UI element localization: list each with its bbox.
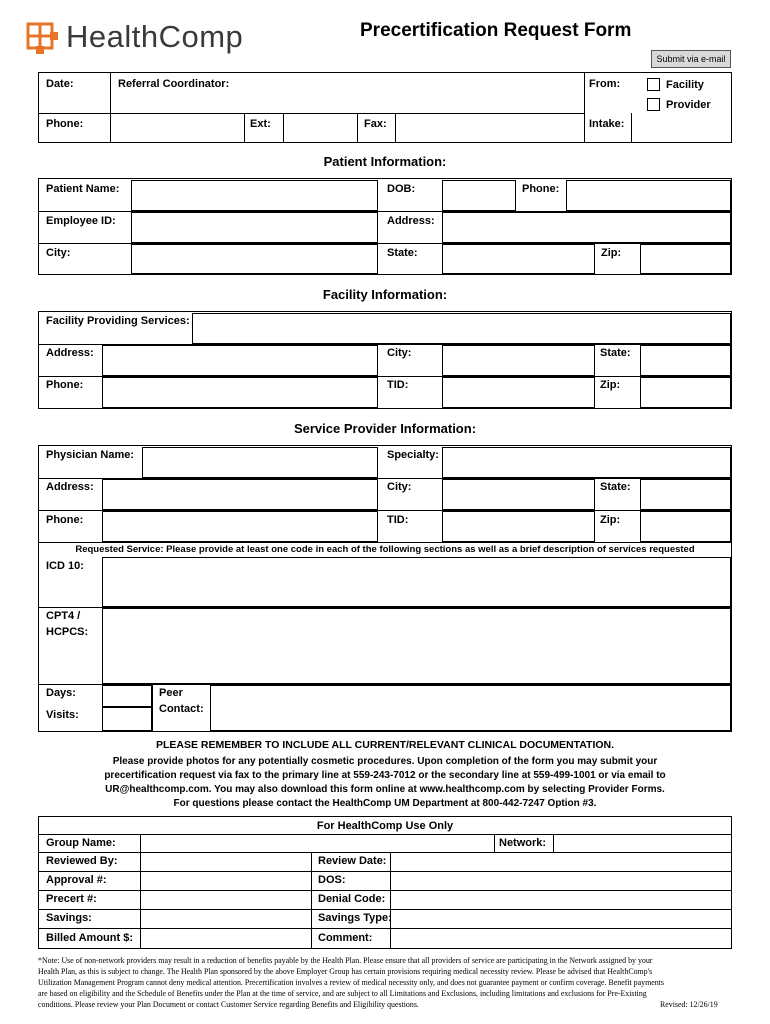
instructions-line4: For questions please contact the HealthComp UM Department at 800-442-7247 Option #3. <box>173 798 597 809</box>
requested-service-instructions: Requested Service: Please provide at least one code in each of the following sections as well as a brief description of services requested <box>75 544 695 555</box>
phone-field[interactable] <box>112 115 242 141</box>
fax-label: Fax: <box>364 118 387 130</box>
facility-info-title: Facility Information: <box>322 287 448 302</box>
footnote-line2: Health Plan, as this is subject to change. The Health Plan sponsored by the above Employer Group has certain provisions requiring medical necessity review. Please be advised that HealthComp's <box>38 967 653 976</box>
facility-option-label: Facility <box>666 79 704 91</box>
dos-label: DOS: <box>318 874 346 886</box>
savings-type-label: Savings Type: <box>318 912 392 924</box>
healthcomp-logo-icon <box>26 22 60 56</box>
employee-id-label: Employee ID: <box>46 215 116 227</box>
dob-label: DOB: <box>387 183 416 195</box>
logo <box>26 19 286 58</box>
employee-id-field[interactable] <box>131 212 378 243</box>
facility-phone-label: Phone: <box>46 379 84 391</box>
logo-wordmark: HealthComp <box>66 19 244 54</box>
referral-coordinator-label: Referral Coordinator: <box>118 78 230 90</box>
patient-phone-label: Phone: <box>522 183 560 195</box>
peer-label-line1: Peer <box>159 687 183 699</box>
provider-city-label: City: <box>387 481 412 493</box>
footnote-line4: are based on eligibility and the Schedule of Benefits under the Plan at the time of service, and are subject to all Limitations and Exclusions, including limitations and exclusions for Pre-Existing <box>38 989 647 998</box>
phone-label: Phone: <box>46 118 84 130</box>
physician-name-field[interactable] <box>142 447 378 478</box>
cpt-hcpcs-field[interactable] <box>102 608 731 684</box>
provider-state-field[interactable] <box>640 479 731 510</box>
review-date-label: Review Date: <box>318 855 387 867</box>
facility-tid-label: TID: <box>387 379 409 391</box>
provider-address-label: Address: <box>46 481 94 493</box>
patient-state-field[interactable] <box>442 244 595 274</box>
cpt-label-line2: HCPCS: <box>46 626 89 638</box>
patient-state-label: State: <box>387 247 418 259</box>
provider-phone-field[interactable] <box>102 511 378 542</box>
facility-tid-field[interactable] <box>442 377 595 408</box>
facility-checkbox[interactable] <box>647 78 660 91</box>
from-label: From: <box>589 78 621 90</box>
instructions-line1: Please provide photos for any potentially cosmetic procedures. Upon completion of the form you may submit your <box>112 756 658 767</box>
patient-name-label: Patient Name: <box>46 183 120 195</box>
billed-amount-label: Billed Amount $: <box>46 932 133 944</box>
facility-phone-field[interactable] <box>102 377 378 408</box>
provider-zip-label: Zip: <box>600 514 621 526</box>
patient-phone-field[interactable] <box>566 180 731 211</box>
facility-providing-label: Facility Providing Services: <box>46 315 190 327</box>
intake-label: Intake: <box>589 118 625 130</box>
facility-zip-field[interactable] <box>640 377 731 408</box>
patient-city-label: City: <box>46 247 71 259</box>
facility-city-label: City: <box>387 347 412 359</box>
network-label: Network: <box>499 837 547 849</box>
peer-label-line2: Contact: <box>159 703 204 715</box>
facility-address-field[interactable] <box>102 345 378 376</box>
facility-zip-label: Zip: <box>600 379 621 391</box>
savings-label: Savings: <box>46 912 92 924</box>
submit-email-button[interactable]: Submit via e-mail <box>651 50 731 68</box>
dob-field[interactable] <box>442 180 516 211</box>
facility-providing-field[interactable] <box>192 313 731 344</box>
icd10-field[interactable] <box>102 557 731 607</box>
revised-date: Revised: 12/26/19 <box>660 1000 718 1009</box>
ext-label: Ext: <box>250 118 271 130</box>
cpt-label-line1: CPT4 / <box>46 610 81 622</box>
patient-zip-field[interactable] <box>640 244 731 274</box>
patient-name-field[interactable] <box>131 180 378 211</box>
clinical-doc-reminder: PLEASE REMEMBER TO INCLUDE ALL CURRENT/RELEVANT CLINICAL DOCUMENTATION. <box>155 739 615 751</box>
patient-zip-label: Zip: <box>601 247 622 259</box>
footnote-line5: conditions. Please review your Plan Document or contact Customer Service regarding Benefits and Eligibility questions. <box>38 1000 419 1009</box>
visits-field[interactable] <box>102 707 152 731</box>
footnote-line3: Utilization Management Program cannot deny medical attention. Precertification involves a review of medical necessity only, and does not guarantee payment or confirm coverage. Benefit payments <box>38 978 664 987</box>
provider-zip-field[interactable] <box>640 511 731 542</box>
date-field[interactable] <box>40 90 108 111</box>
comment-label: Comment: <box>318 932 373 944</box>
use-only-title: For HealthComp Use Only <box>316 820 454 832</box>
patient-city-field[interactable] <box>131 244 378 274</box>
precert-label: Precert #: <box>46 893 97 905</box>
facility-address-label: Address: <box>46 347 94 359</box>
instructions-line3: UR@healthcomp.com. You may also download this form online at www.healthcomp.com by selecting Provider Forms. <box>105 784 665 795</box>
form-title: Precertification Request Form <box>360 20 632 41</box>
facility-state-field[interactable] <box>640 345 731 376</box>
patient-address-label: Address: <box>387 215 435 227</box>
footnote-line1: *Note: Use of non-network providers may result in a reduction of benefits payable by the Health Plan. Please ensure that all providers of service are participating in the Network assigned by your <box>38 956 653 965</box>
provider-option-label: Provider <box>666 99 711 111</box>
specialty-field[interactable] <box>442 447 731 478</box>
physician-name-label: Physician Name: <box>46 449 135 461</box>
reviewed-by-label: Reviewed By: <box>46 855 118 867</box>
provider-phone-label: Phone: <box>46 514 84 526</box>
date-label: Date: <box>46 78 74 90</box>
provider-checkbox[interactable] <box>647 98 660 111</box>
provider-city-field[interactable] <box>442 479 595 510</box>
approval-label: Approval #: <box>46 874 107 886</box>
denial-code-label: Denial Code: <box>318 893 386 905</box>
specialty-label: Specialty: <box>387 449 439 461</box>
days-field[interactable] <box>102 685 152 707</box>
provider-state-label: State: <box>600 481 631 493</box>
provider-info-title: Service Provider Information: <box>293 421 477 436</box>
instructions-line2: precertification request via fax to the primary line at 559-243-7012 or the secondary line at 559-499-1001 or via email to <box>104 770 666 781</box>
provider-tid-label: TID: <box>387 514 409 526</box>
peer-contact-field[interactable] <box>210 685 731 731</box>
visits-label: Visits: <box>46 709 79 721</box>
use-only-block <box>38 816 732 949</box>
facility-city-field[interactable] <box>442 345 595 376</box>
provider-address-field[interactable] <box>102 479 378 510</box>
provider-tid-field[interactable] <box>442 511 595 542</box>
icd10-label: ICD 10: <box>46 560 84 572</box>
patient-info-title: Patient Information: <box>323 154 447 169</box>
patient-address-field[interactable] <box>442 212 731 243</box>
facility-state-label: State: <box>600 347 631 359</box>
group-name-label: Group Name: <box>46 837 116 849</box>
days-label: Days: <box>46 687 76 699</box>
